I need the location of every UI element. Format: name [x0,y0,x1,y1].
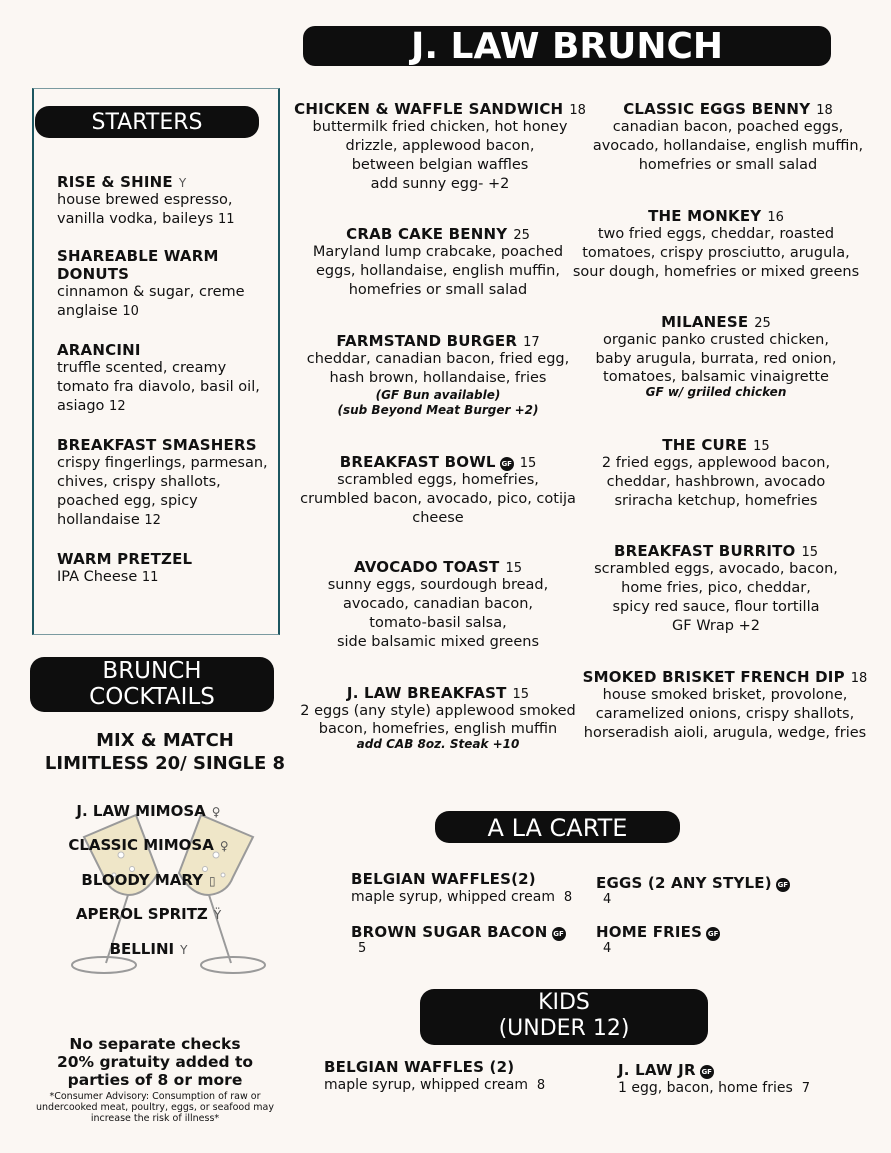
gluten-free-icon: GF [500,457,514,471]
cocktail-name: BELLINI [109,940,175,958]
starter-item [57,173,269,229]
menu-item [288,331,588,417]
item-note: (sub Beyond Meat Burger +2) [337,403,539,417]
gluten-free-icon: GF [552,927,566,941]
item-note: (GF Bun available) [375,388,501,402]
kids-heading-line2: (UNDER 12) [498,1016,630,1041]
cocktail-name: BLOODY MARY [81,871,203,889]
starter-price: 10 [122,304,139,319]
item-name: THE CURE [662,436,748,454]
spritz-glass-icon: Ÿ [213,908,222,922]
cocktail-name: APEROL SPRITZ [75,905,208,923]
item-name: CHICKEN & WAFFLE SANDWICH [294,100,564,118]
menu-item [566,312,866,399]
cocktails-heading-line2: COCKTAILS [89,684,215,710]
menu-item [288,557,588,652]
item-price: 8 [563,890,573,905]
kids-item [324,1058,594,1095]
menu-item [578,99,878,175]
menu-item [288,683,588,751]
starter-desc: house brewed espresso, vanilla vodka, baileys [57,192,233,227]
menu-item [566,206,866,282]
item-desc: 2 eggs (any style) applewood smoked bacon, homefries, english muffin [300,703,576,737]
item-name: HOME FRIES [596,923,703,941]
gluten-free-icon: GF [706,927,720,941]
item-name: EGGS (2 ANY STYLE) [596,874,772,892]
cocktail-item [0,802,297,820]
gluten-free-icon: GF [776,878,790,892]
item-desc: canadian bacon, poached eggs, avocado, hollandaise, english muffin, homefries or small salad [592,119,864,173]
alacarte-item [351,922,591,956]
item-name: THE MONKEY [648,207,762,225]
item-price: 5 [358,941,367,956]
starter-desc: cinnamon & sugar, creme anglaise [57,284,245,319]
alacarte-heading [435,811,680,843]
item-name: J. LAW BREAKFAST [346,684,507,702]
item-name: BROWN SUGAR BACON [351,923,548,941]
item-desc: house smoked brisket, provolone, caramelized onions, crispy shallots, horseradish aioli, arugula, wedge, fries [583,687,867,741]
item-desc: 1 egg, bacon, home fries [618,1080,793,1096]
item-desc: Maryland lump crabcake, poached eggs, hollandaise, english muffin, homefries or small salad [312,244,564,298]
menu-item [570,667,880,743]
starters-heading [35,106,259,138]
starter-item [57,247,269,321]
item-note: add CAB 8oz. Steak +10 [356,737,520,751]
item-name: BELGIAN WAFFLES(2) [351,870,536,888]
cocktail-item [0,905,297,923]
item-price: 25 [754,316,771,331]
item-price: 15 [519,456,537,471]
item-name: BELGIAN WAFFLES (2) [324,1058,515,1076]
item-name: BREAKFAST BURRITO [613,542,796,560]
item-desc: two fried eggs, cheddar, roasted tomatoes, crispy prosciutto, arugula, sour dough, homefries or mixed greens [572,226,860,280]
item-name: CLASSIC EGGS BENNY [623,100,811,118]
item-price: 25 [513,228,530,243]
item-price: 18 [816,103,833,118]
kids-heading-line1: KIDS [538,990,590,1015]
starters-heading-label: STARTERS [91,110,203,135]
starter-name: RISE & SHINE Y [57,173,187,191]
item-price: 15 [505,561,523,576]
item-price: 15 [512,687,530,702]
item-desc: 2 fried eggs, applewood bacon, cheddar, hashbrown, avocado sriracha ketchup, homefries [601,455,831,509]
item-price: 15 [801,545,819,560]
kids-item [618,1060,878,1098]
item-desc: buttermilk fried chicken, hot honey drizzle, applewood bacon, between belgian waffles add sunny egg- +2 [312,119,568,192]
advisory-line1: *Consumer Advisory: Consumption of raw or [49,1091,261,1102]
item-price: 4 [603,892,612,907]
item-desc: maple syrup, whipped cream [324,1077,528,1093]
wine-glass-icon: ♀ [211,805,221,819]
starter-price: 11 [217,212,235,227]
item-desc: scrambled eggs, homefries, crumbled bacon, avocado, pico, cotija cheese [300,472,576,526]
footer-line3: parties of 8 or more [67,1071,243,1089]
menu-item [566,541,866,636]
deal-line1: MIX & MATCH [96,730,234,751]
starter-name: BREAKFAST SMASHERS [57,436,257,454]
item-desc: cheddar, canadian bacon, fried egg, hash brown, hollandaise, fries [306,351,570,386]
starter-name: ARANCINI [57,341,141,359]
footer-line2: 20% gratuity added to [56,1053,254,1071]
menu-item [290,99,590,194]
item-desc: organic panko crusted chicken, baby arugula, burrata, red onion, tomatoes, balsamic vinaigrette [595,332,837,385]
starter-desc: IPA Cheese [57,569,138,585]
champagne-glasses-illustration [66,795,271,995]
item-price: 8 [536,1078,546,1093]
starter-price: 12 [144,513,161,528]
kids-heading [420,989,708,1045]
alacarte-heading-label: A LA CARTE [487,814,628,842]
cocktail-deal [0,729,330,775]
item-price: 7 [801,1081,810,1096]
item-price: 18 [850,671,868,686]
cocktail-item [0,871,297,889]
cocktails-heading-line1: BRUNCH [102,658,202,684]
deal-line2: LIMITLESS 20/ SINGLE 8 [44,753,286,774]
cocktail-name: CLASSIC MIMOSA [68,836,214,854]
starter-item [57,341,269,416]
item-price: 4 [603,941,612,956]
item-name: AVOCADO TOAST [353,558,500,576]
cocktail-item [0,940,297,958]
item-name: FARMSTAND BURGER [336,332,518,350]
item-name: CRAB CAKE BENNY [346,225,508,243]
menu-item [288,224,588,300]
item-note: GF w/ griiled chicken [645,385,787,399]
alacarte-item [596,873,856,907]
starters-list [57,173,269,607]
starter-desc: truffle scented, creamy tomato fra diavolo, basil oil, asiago [57,360,260,414]
item-price: 17 [523,335,540,350]
item-name: BREAKFAST BOWL [339,453,496,471]
advisory-line2: undercooked meat, poultry, eggs, or seafood may [36,1102,274,1113]
cocktails-heading [30,657,274,712]
starter-name: WARM PRETZEL [57,550,193,568]
starter-name: SHAREABLE WARM DONUTS [57,247,219,283]
cocktail-name: J. LAW MIMOSA [76,802,206,820]
cocktail-glass-icon: Y [180,943,188,957]
wine-glass-icon: ♀ [219,839,229,853]
cocktail-glass-icon: Y [178,176,187,190]
item-name: J. LAW JR [618,1061,696,1079]
footer-notice [20,1035,290,1089]
consumer-advisory [20,1091,290,1124]
alacarte-item [351,870,591,907]
menu-item [288,452,588,528]
item-name: SMOKED BRISKET FRENCH DIP [582,668,845,686]
gluten-free-icon: GF [700,1065,714,1079]
alacarte-item [596,922,856,956]
footer-line1: No separate checks [69,1035,241,1053]
starter-item [57,436,269,530]
starter-price: 12 [109,399,126,414]
item-desc: sunny eggs, sourdough bread, avocado, canadian bacon, tomato-basil salsa, side balsamic mixed greens [327,577,549,650]
item-desc: scrambled eggs, avocado, bacon, home fries, pico, cheddar, spicy red sauce, flour tortilla GF Wrap +2 [594,561,838,634]
item-name: MILANESE [661,313,749,331]
starter-desc: crispy fingerlings, parmesan, chives, crispy shallots, poached egg, spicy hollandaise [57,455,268,528]
item-price: 18 [569,103,586,118]
item-desc: maple syrup, whipped cream [351,889,555,905]
advisory-line3: increase the risk of illness* [90,1113,220,1124]
cocktail-item [0,836,297,854]
page-title: J. LAW BRUNCH [410,26,724,67]
menu-item [566,435,866,511]
item-price: 15 [753,439,770,454]
starter-price: 11 [141,570,159,585]
highball-glass-icon: ▯ [208,874,216,888]
title-banner [303,26,831,66]
starter-item [57,550,269,587]
item-price: 16 [767,210,784,225]
